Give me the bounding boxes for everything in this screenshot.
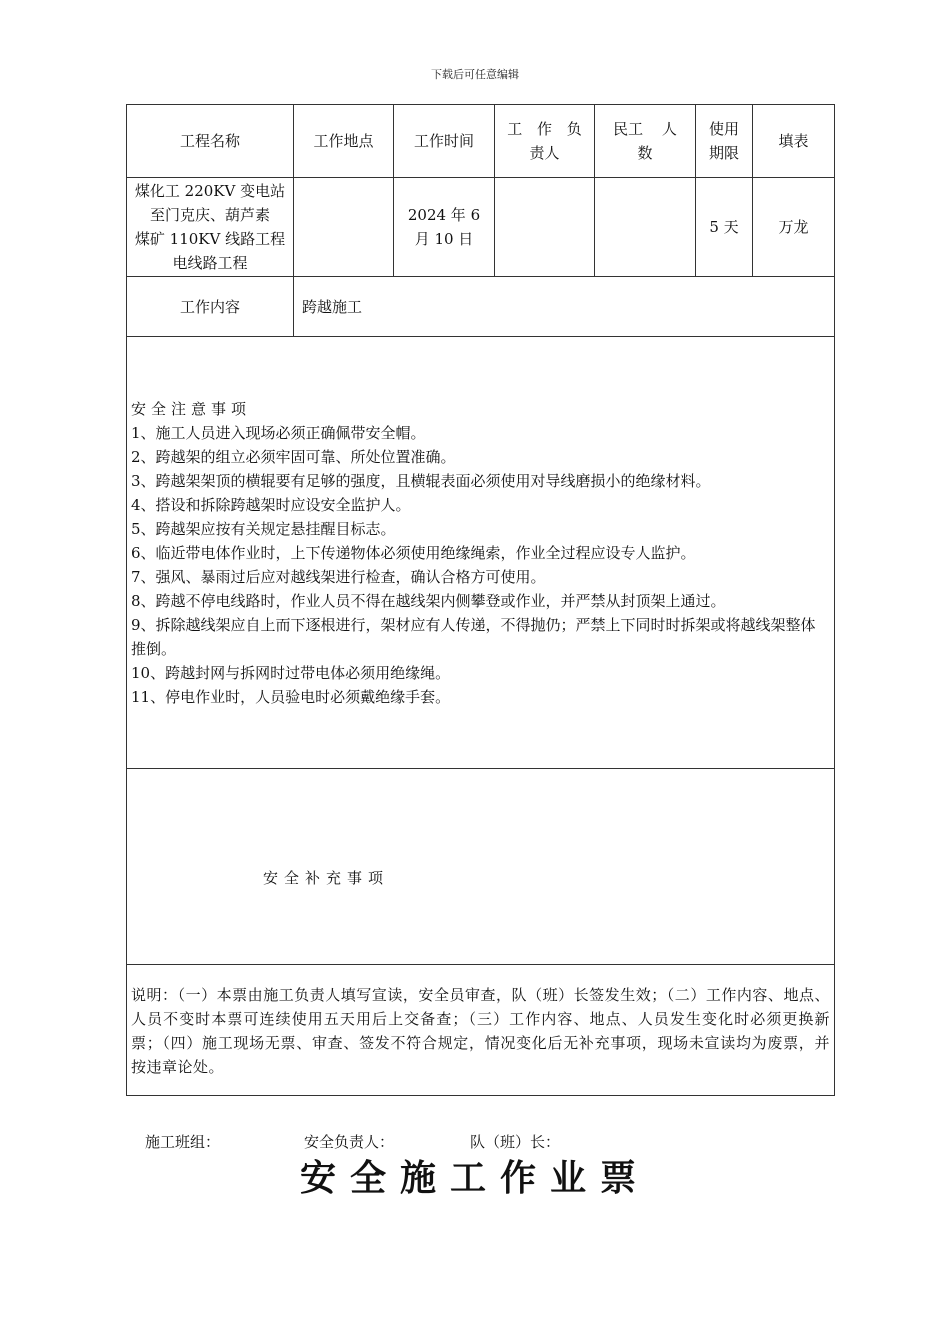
safety-item: 10、跨越封网与拆网时过带电体必须用绝缘绳。 <box>131 663 451 682</box>
note-cell <box>127 965 835 1096</box>
safety-item: 5、跨越架应按有关规定悬挂醒目标志。 <box>131 519 396 538</box>
work-content-row <box>127 277 835 337</box>
header-project-name: 工程名称 <box>127 105 294 178</box>
safety-notes-cell <box>127 337 835 769</box>
header-person-in-charge-line1: 工 作 负 <box>507 120 582 138</box>
person-in-charge-cell[interactable] <box>495 178 595 277</box>
signature-safety-officer-label: 安全负责人： <box>304 1133 395 1151</box>
header-row <box>127 105 835 178</box>
validity-cell: 5 天 <box>696 178 753 277</box>
safety-item: 9、拆除越线架应自上而下逐根进行，架材应有人传递，不得抛仍；严禁上下同时时拆架或将越线架整体推倒。 <box>131 615 816 658</box>
work-location-cell[interactable] <box>294 178 394 277</box>
project-name-line: 煤矿 110KV 线路工程 <box>134 230 286 248</box>
safety-item: 7、强风、暴雨过后应对越线架进行检查，确认合格方可使用。 <box>131 567 546 586</box>
header-workers-line2: 数 <box>637 144 653 162</box>
work-permit-table <box>126 104 835 1096</box>
safety-notes-row <box>127 337 835 769</box>
supplement-row <box>127 769 835 965</box>
work-content-label: 工作内容 <box>127 277 294 337</box>
header-validity-line2: 期限 <box>708 144 739 162</box>
signature-team-label: 施工班组： <box>145 1133 221 1151</box>
work-time-line1: 2024 年 6 <box>407 206 481 224</box>
header-workers-line1: 民工 人 <box>613 120 677 138</box>
header-workers <box>595 105 696 178</box>
safety-item: 1、施工人员进入现场必须正确佩带安全帽。 <box>131 423 426 442</box>
project-name-cell <box>127 178 294 277</box>
supplement-cell[interactable] <box>127 769 835 965</box>
header-filled-by: 填表 <box>753 105 835 178</box>
filled-by-cell: 万龙 <box>753 178 835 277</box>
workers-cell[interactable] <box>595 178 696 277</box>
safety-item: 8、跨越不停电线路时，作业人员不得在越线架内侧攀登或作业，并严禁从封顶架上通过。 <box>131 591 726 610</box>
safety-item: 4、搭设和拆除跨越架时应设安全监护人。 <box>131 495 411 514</box>
document-title: 安全施工作业票 <box>299 1157 650 1199</box>
project-name-line: 至门克庆、葫芦素 <box>149 206 270 224</box>
safety-item: 6、临近带电体作业时，上下传递物体必须使用绝缘绳索，作业全过程应设专人监护。 <box>131 543 696 562</box>
project-name-line: 电线路工程 <box>172 254 248 272</box>
data-row <box>127 178 835 277</box>
work-content-value: 跨越施工 <box>294 277 835 337</box>
project-name-line: 煤化工 220KV 变电站 <box>134 182 286 200</box>
safety-notes-title: 安全注意事项 <box>131 399 252 418</box>
header-work-time: 工作时间 <box>394 105 495 178</box>
supplement-title: 安全补充事项 <box>263 868 390 887</box>
safety-item: 2、跨越架的组立必须牢固可靠、所处位置准确。 <box>131 447 456 466</box>
safety-item: 11、停电作业时，人员验电时必须戴绝缘手套。 <box>131 687 451 706</box>
work-time-cell <box>394 178 495 277</box>
header-person-in-charge-line2: 责人 <box>529 144 560 162</box>
page-header-note: 下载后可任意编辑 <box>431 68 519 81</box>
header-validity-line1: 使用 <box>708 120 739 138</box>
note-row <box>127 965 835 1096</box>
safety-item: 3、跨越架架顶的横辊要有足够的强度，且横辊表面必须使用对导线磨损小的绝缘材料。 <box>131 471 711 490</box>
work-time-line2: 月 10 日 <box>414 230 474 248</box>
header-validity <box>696 105 753 178</box>
note-text: 说明：（一）本票由施工负责人填写宣读，安全员审查，队（班）长签发生效；（二）工作内容、地点、人员不变时本票可连续使用五天用后上交备查；（三）工作内容、地点、人员发生变化时必须更换新票；（四）施工现场无票、审查、签发不符合规定，情况变化后无补充事项，现场未宣读均为废票，并按违章论处。 <box>131 986 830 1076</box>
signature-captain-label: 队（班）长： <box>470 1133 561 1151</box>
header-work-location: 工作地点 <box>294 105 394 178</box>
header-person-in-charge <box>495 105 595 178</box>
